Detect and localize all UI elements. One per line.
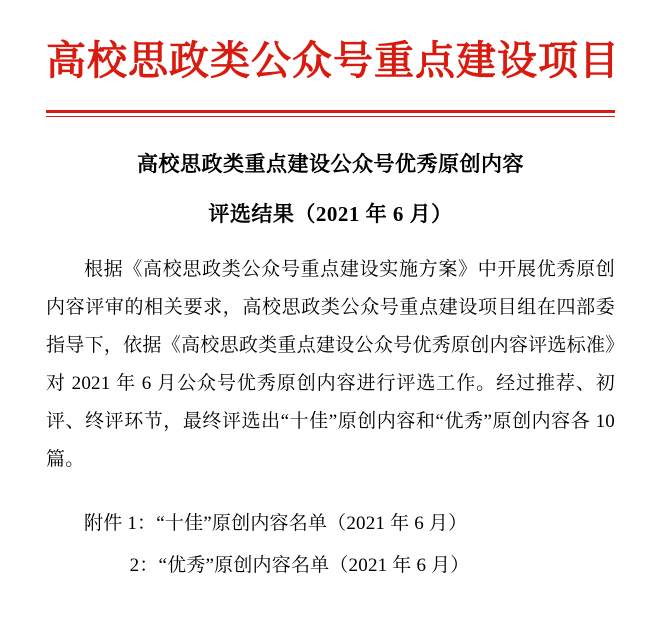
document-body: [46, 117, 615, 587]
masthead-rules: [46, 110, 615, 117]
masthead: [46, 0, 620, 117]
document-paragraph: 根据《高校思政类公众号重点建设实施方案》中开展优秀原创内容评审的相关要求，高校思政类公众号重点建设项目组在四部委指导下，依据《高校思政类重点建设公众号优秀原创内容评选标准》对 2021 年 6 月公众号优秀原创内容进行评选工作。经过推荐、初评、终评环节，最终评选出“十佳”原创内容和“优秀”原创内容各 10 篇。: [46, 259, 615, 470]
document-subtitle: 评选结果（2021 年 6 月）: [208, 202, 453, 226]
masthead-title: 高校思政类公众号重点建设项目: [46, 38, 620, 83]
attachment-item-1: 附件 1：“十佳”原创内容名单（2021 年 6 月）: [84, 513, 468, 534]
attachment-item-2: 2：“优秀”原创内容名单（2021 年 6 月）: [129, 555, 470, 576]
document-title: 高校思政类重点建设公众号优秀原创内容: [137, 152, 524, 176]
attachment-list: [46, 503, 615, 587]
